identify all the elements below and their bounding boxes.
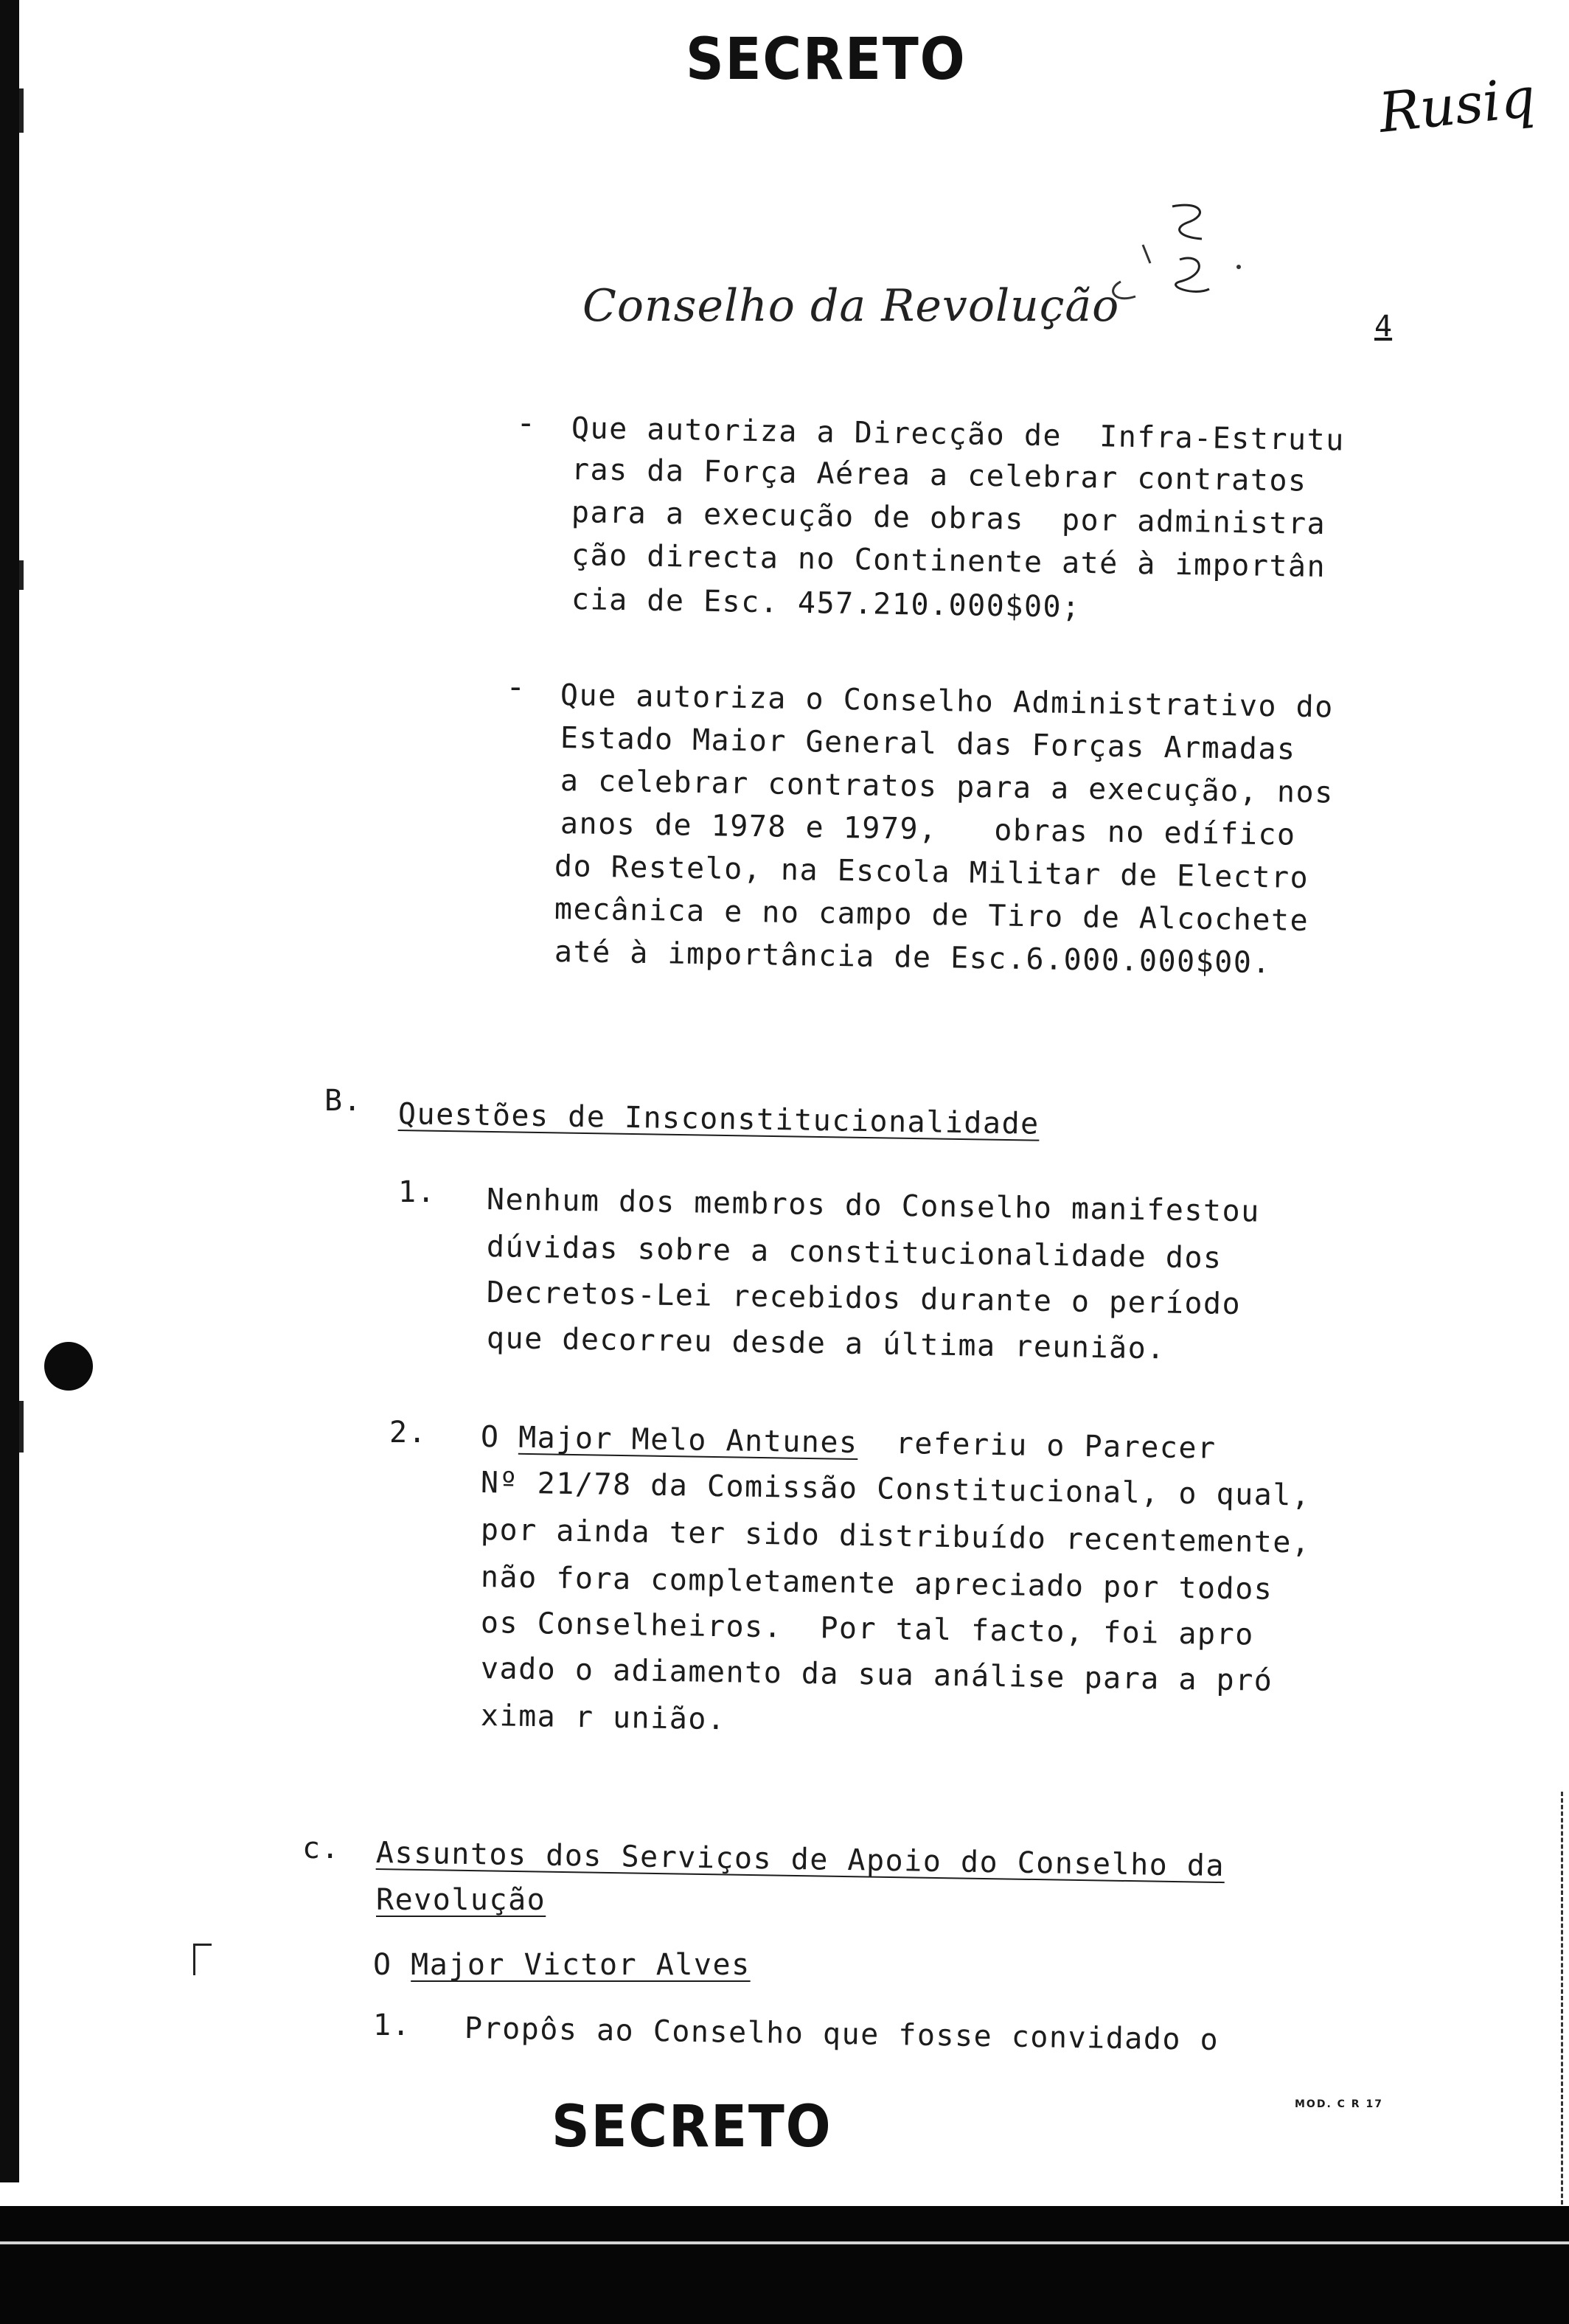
text-line: que decorreu desde a última reunião. xyxy=(486,1321,1166,1366)
scan-speck xyxy=(19,560,24,590)
text-line: dúvidas sobre a constitucionalidade dos xyxy=(486,1230,1222,1276)
scan-bottom-line xyxy=(0,2241,1569,2244)
handwritten-note: Rusiq xyxy=(1376,66,1539,145)
text-line: Que autoriza a Direcção de Infra-Estrutu xyxy=(571,411,1346,458)
person-name: Major Melo Antunes xyxy=(518,1420,858,1461)
text-line: xima r união. xyxy=(480,1699,726,1737)
text-line: anos de 1978 e 1979, obras no edífico xyxy=(560,807,1296,852)
text-line: para a execução de obras por administra xyxy=(571,495,1326,542)
punch-hole xyxy=(44,1342,93,1391)
text-line: mecânica e no campo de Tiro de Alcochete xyxy=(554,892,1309,939)
corner-mark xyxy=(193,1944,212,1975)
text-line: O Major Melo Antunes referiu o Parecer xyxy=(480,1420,1217,1466)
text-line: Nº 21/78 da Comissão Constitucional, o qual, xyxy=(480,1466,1311,1513)
letterhead: Conselho da Revolução xyxy=(582,280,1120,332)
text-line: Estado Maior General das Forças Armadas xyxy=(560,721,1296,767)
subheading: O Major Victor Alves xyxy=(373,1948,751,1982)
item-number: 1. xyxy=(373,2008,411,2042)
text-line: Nenhum dos membros do Conselho manifestou xyxy=(486,1183,1261,1229)
text-line: Propôs ao Conselho que fosse convidado o xyxy=(464,2011,1220,2058)
text-line: do Restelo, na Escola Militar de Electro xyxy=(554,849,1309,896)
section-letter: B. xyxy=(324,1084,363,1118)
classification-stamp-top: SECRETO xyxy=(686,27,967,93)
item-number: 1. xyxy=(398,1175,436,1209)
person-name: Major Victor Alves xyxy=(411,1948,751,1982)
classification-stamp-bottom: SECRETO xyxy=(552,2094,832,2160)
scan-bottom-band xyxy=(0,2206,1569,2324)
item-number: 2. xyxy=(389,1416,428,1450)
bullet-dash: - xyxy=(516,404,536,442)
text-line: ção directa no Continente até à importân xyxy=(571,538,1326,585)
text-line: Decretos-Lei recebidos durante o período xyxy=(486,1276,1242,1322)
text-line: a celebrar contratos para a execução, nos xyxy=(560,764,1335,810)
text-line: os Conselheiros. Por tal facto, foi apro xyxy=(480,1606,1255,1652)
text-line: vado o adiamento da sua análise para a pró xyxy=(480,1652,1273,1698)
section-title: Questões de Insconstitucionalidade xyxy=(397,1097,1040,1141)
scan-right-edge xyxy=(1561,1792,1569,2205)
text-line: por ainda ter sido distribuído recentemente, xyxy=(480,1513,1311,1560)
section-title-continued: Revolução xyxy=(376,1883,546,1917)
section-letter: c. xyxy=(302,1831,341,1865)
scan-left-edge xyxy=(0,0,19,2182)
section-title: Assuntos dos Serviços de Apoio do Conselho da xyxy=(375,1836,1225,1884)
bullet-dash: - xyxy=(506,668,526,706)
scan-speck xyxy=(19,1401,24,1452)
text-line: ras da Força Aérea a celebrar contratos xyxy=(571,453,1307,498)
scan-speck xyxy=(19,88,24,133)
text-line: não fora completamente apreciado por todos xyxy=(480,1560,1273,1607)
page-number: 4 xyxy=(1374,310,1393,344)
text-line: cia de Esc. 457.210.000$00; xyxy=(571,582,1081,625)
text-line: Que autoriza o Conselho Administrativo do xyxy=(560,678,1335,725)
form-code: MOD. C R 17 xyxy=(1295,2098,1383,2110)
text-line: até à importância de Esc.6.000.000$00. xyxy=(554,935,1272,981)
